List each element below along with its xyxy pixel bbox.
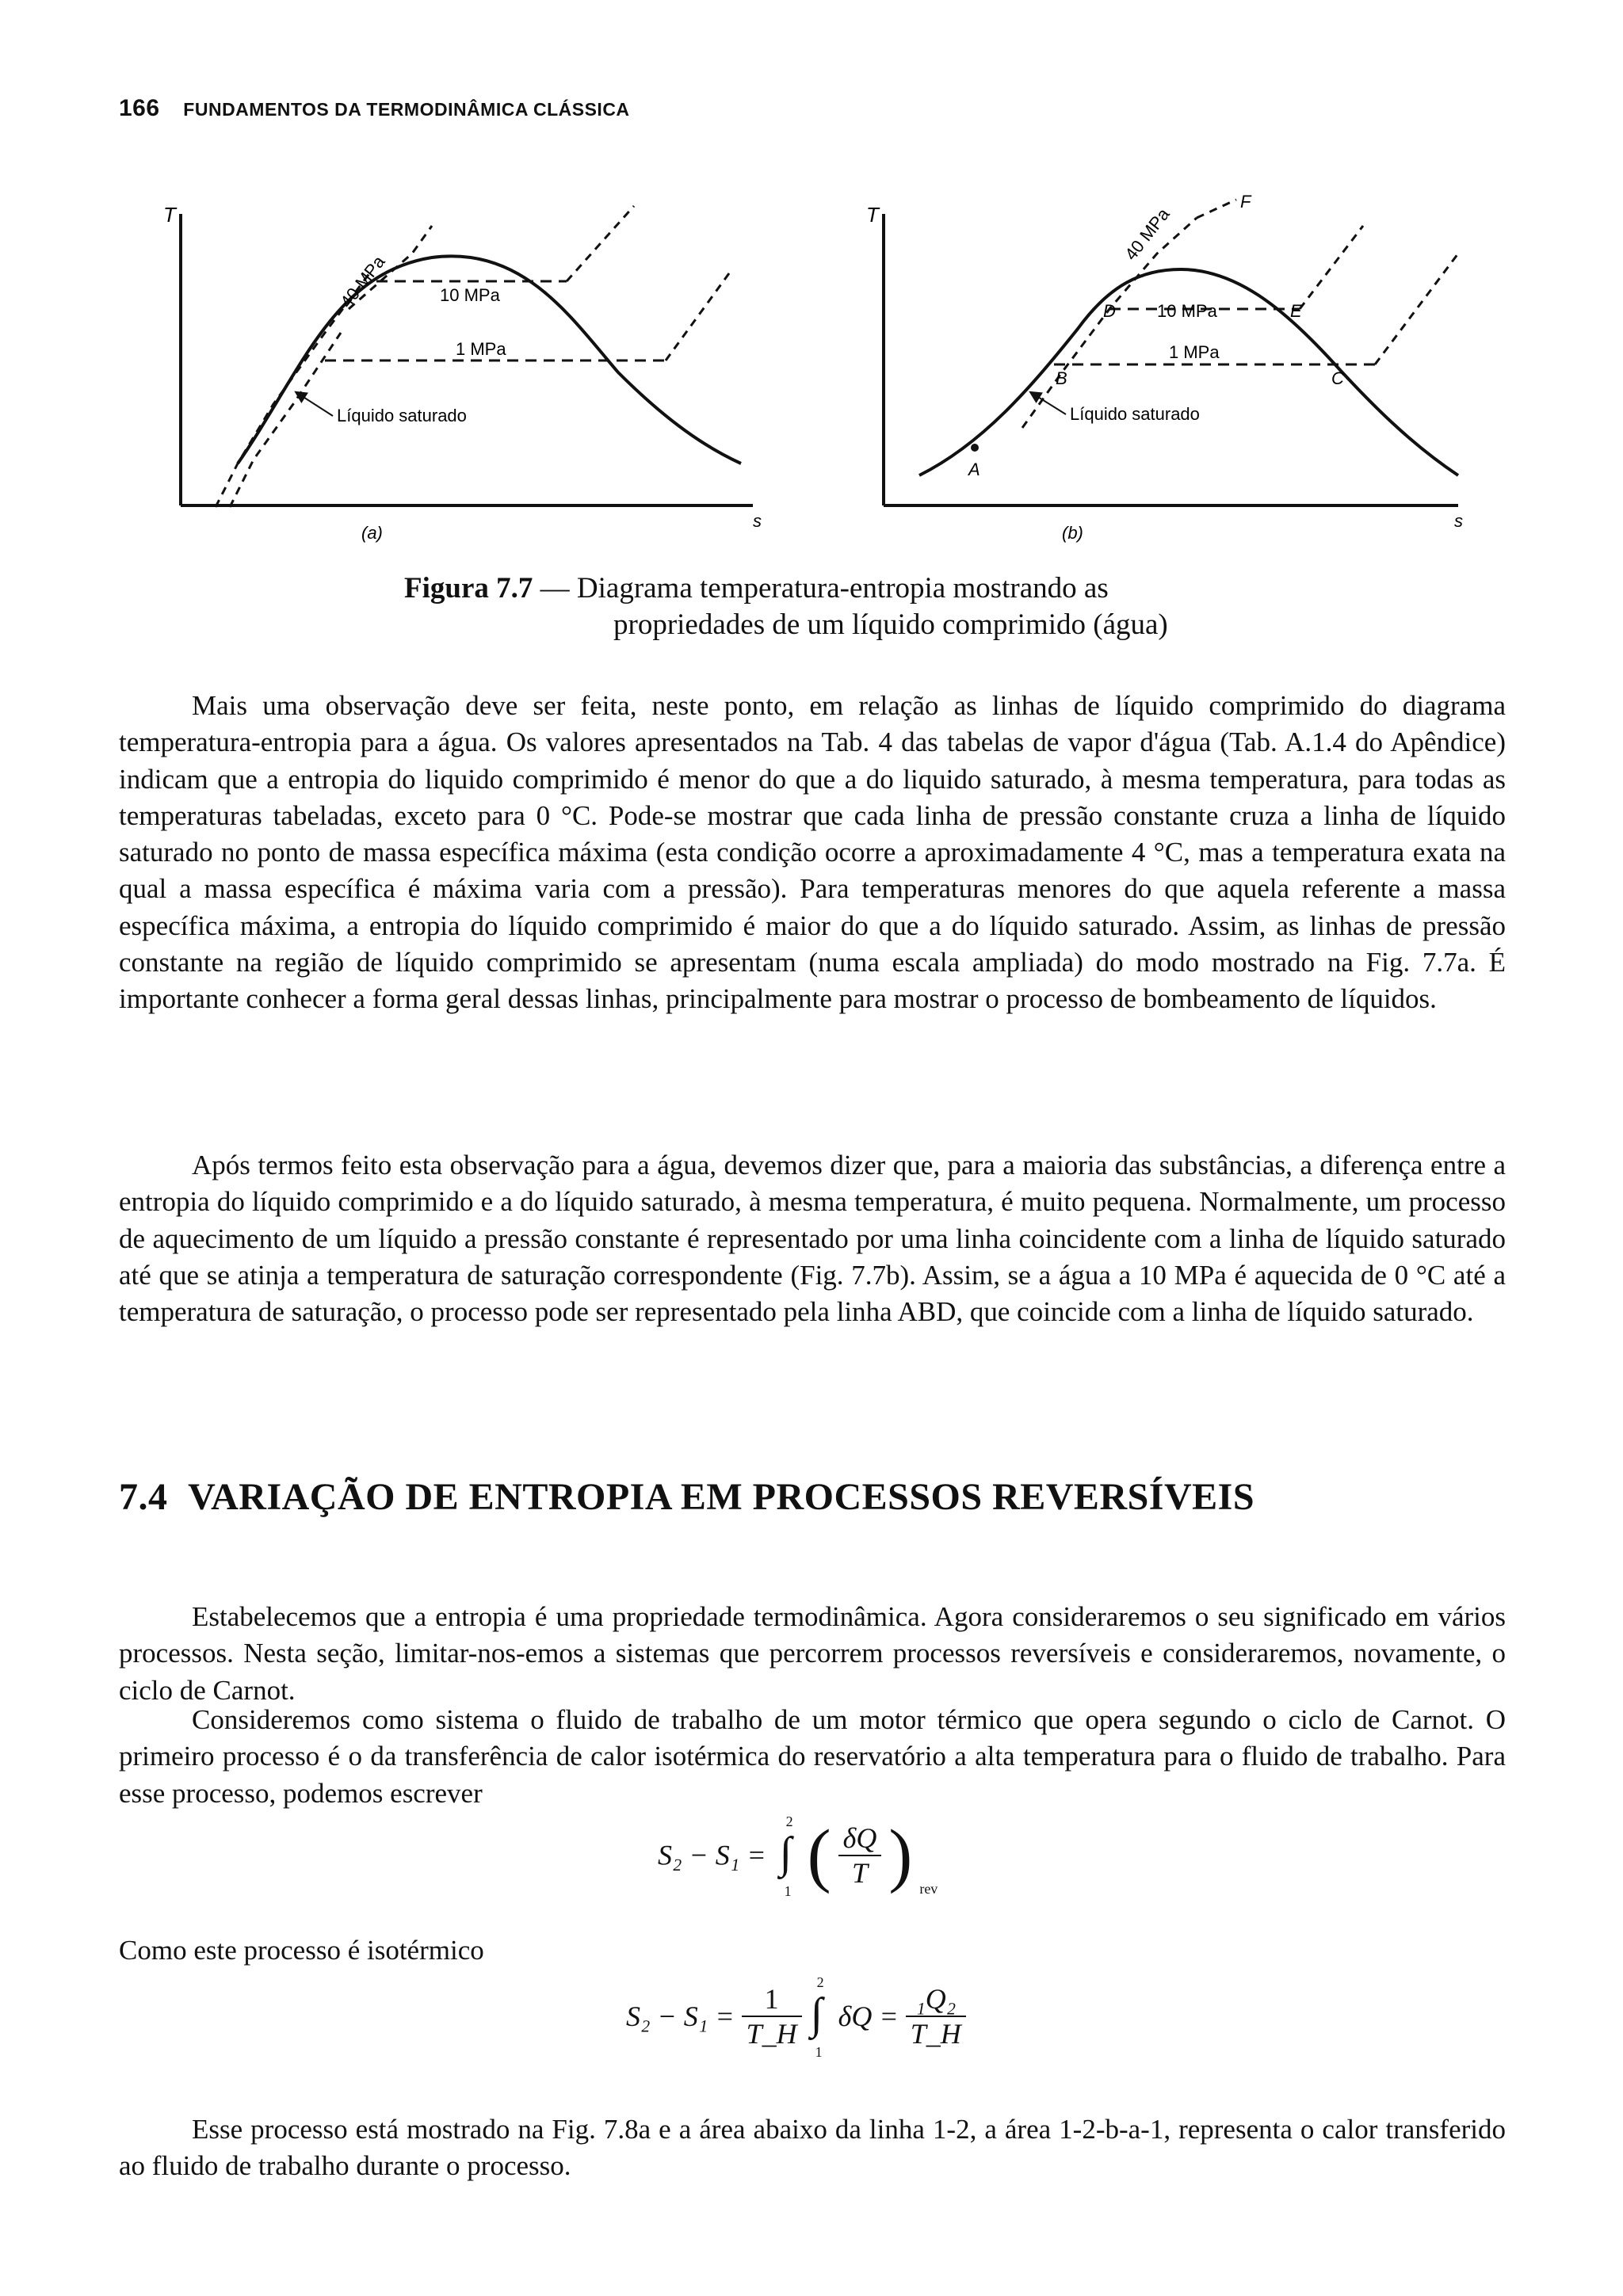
paragraph-5 xyxy=(119,2111,1506,2185)
eq2-f1-numerator: 1 xyxy=(742,1982,802,2017)
equation-1: S₂ − S₁ = 2 ∫ 1 ( $\frac{\delta Q}{T}$ ) $_{rev}$ xyxy=(658,1813,938,1899)
superheated-line-2-a xyxy=(666,273,729,360)
saturation-dome-b xyxy=(919,269,1458,475)
label-point-f: F xyxy=(1240,192,1251,212)
eq2-lhs: S₂ − S₁ = xyxy=(626,2000,735,2032)
eq2-integral-sign: ∫ xyxy=(810,1989,823,2039)
eq2-f2-denominator: T_H xyxy=(910,2018,961,2050)
superheated-line-1-b xyxy=(1300,226,1363,309)
paragraph-1 xyxy=(119,688,1506,1018)
eq1-fraction xyxy=(838,1821,882,1890)
eq2-fraction-2 xyxy=(906,1982,966,2050)
superheated-line-f-b xyxy=(1197,200,1236,218)
compressed-liquid-line-2-a xyxy=(230,333,341,507)
superheated-line-2-b xyxy=(1375,254,1458,364)
paragraph-4-text: Consideremos como sistema o fluido de trabalho de um motor térmico que opera segundo o ciclo de Carnot. O primeiro processo é o da transferência de calor isotérmica do reservatório a alta temperatura para o fluido de trabalho. Para esse processo, podemos escrever xyxy=(119,1704,1506,1809)
label-sat-liquid-b: Líquido saturado xyxy=(1070,404,1200,424)
paragraph-4 xyxy=(119,1702,1506,1812)
label-point-a: A xyxy=(968,460,980,479)
paragraph-1-text: Mais uma observação deve ser feita, neste ponto, em relação as linhas de líquido comprimido do diagrama temperatura-entropia para a água. Os valores apresentados na Tab. 4 das tabelas de vapor d'água (Tab. A.1.4 do Apêndice) indicam que a entropia do liquido comprimido é menor do que a do liquido saturado, à mesma temperatura, para todas as temperaturas tabeladas, exceto para 0 °C. Pode-se mostrar que cada linha de pressão constante cruza a linha de líquido saturado no ponto de massa específica máxima (esta condição ocorre a aproximadamente 4 °C, mas a temperatura exata na qual a massa específica é máxima varia com a pressão). Para temperaturas menores do que aquela referente a massa específica máxima, a entropia do líquido comprimido é maior do que a do líquido saturado. Assim, as linhas de pressão constante na região de líquido comprimido se apresentam (numa escala ampliada) do modo mostrado na Fig. 7.7a. É importante conhecer a forma geral dessas linhas, principalmente para mostrar o processo de bombeamento de líquidos. xyxy=(119,690,1506,1015)
eq2-f1-denominator: T_H xyxy=(746,2018,797,2050)
eq1-denominator: T xyxy=(851,1856,868,1889)
isothermal-text: Como este processo é isotérmico xyxy=(119,1935,484,1966)
section-number: 7.4 xyxy=(119,1476,168,1518)
eq1-lhs: S₂ − S₁ = xyxy=(658,1839,766,1871)
eq2-integral xyxy=(809,1974,831,2060)
label-40mpa-a: 40 MPa xyxy=(336,251,389,312)
label-1mpa-a: 1 MPa xyxy=(456,339,506,359)
sat-liquid-pointer-a xyxy=(300,395,333,416)
panel-b xyxy=(866,192,1463,543)
eq2-middle: δQ = xyxy=(838,2000,899,2032)
eq2-upper: 2 xyxy=(816,1974,824,1990)
s-axis-label-b: s xyxy=(1454,511,1463,531)
section-heading xyxy=(119,1475,1506,1519)
label-40mpa-b: 40 MPa xyxy=(1121,204,1174,265)
paragraph-2 xyxy=(119,1147,1506,1330)
t-axis-label-a: T xyxy=(163,203,176,227)
caption-line-1: — Diagrama temperatura-entropia mostrando as xyxy=(540,572,1109,605)
eq1-upper: 2 xyxy=(785,1813,793,1829)
paragraph-5-text: Esse processo está mostrado na Fig. 7.8a e a área abaixo da linha 1-2, a área 1-2-b-a-1, representa o calor transferido ao fluido de trabalho durante o processo. xyxy=(119,2114,1506,2182)
figure-caption xyxy=(404,570,1355,643)
s-axis-label-a: s xyxy=(753,511,762,531)
page-number: 166 xyxy=(119,95,160,121)
eq1-integral xyxy=(778,1813,800,1899)
panel-a xyxy=(163,203,762,543)
eq1-lower: 1 xyxy=(784,1882,792,1899)
isobar-40mpa-b xyxy=(1022,218,1197,428)
label-sat-liquid-a: Líquido saturado xyxy=(337,406,467,425)
running-title: FUNDAMENTOS DA TERMODINÂMICA CLÁSSICA xyxy=(183,99,630,120)
point-a-marker xyxy=(971,444,979,452)
caption-label: Figura 7.7 xyxy=(404,572,533,605)
label-point-b: B xyxy=(1056,368,1067,388)
equation-2 xyxy=(626,1974,966,2060)
panel-label-a: (a) xyxy=(361,523,383,543)
eq2-lower: 1 xyxy=(815,2044,823,2060)
panel-label-b: (b) xyxy=(1062,523,1083,543)
section-title: VARIAÇÃO DE ENTROPIA EM PROCESSOS REVERSÍVEIS xyxy=(188,1476,1255,1518)
t-axis-label-b: T xyxy=(866,203,879,227)
eq1-numerator: δQ xyxy=(838,1821,882,1856)
eq1-subscript: rev xyxy=(919,1880,938,1897)
label-1mpa-b: 1 MPa xyxy=(1169,342,1220,362)
label-point-e: E xyxy=(1290,301,1302,321)
caption-line-2: propriedades de um líquido comprimido (água) xyxy=(613,608,1168,641)
label-point-d: D xyxy=(1103,301,1116,321)
label-10mpa-b: 10 MPa xyxy=(1157,301,1217,321)
label-10mpa-a: 10 MPa xyxy=(440,285,500,305)
paragraph-2-text: Após termos feito esta observação para a água, devemos dizer que, para a maioria das substâncias, a diferença entre a entropia do líquido comprimido e a do líquido saturado, à mesma temperatura, é muito pequena. Normalmente, um processo de aquecimento de um líquido a pressão constante é representado por uma linha coincidente com a linha de líquido saturado até que se atinja a temperatura de saturação correspondente (Fig. 7.7b). Assim, se a água a 10 MPa é aquecida de 0 °C até a temperatura de saturação, o processo pode ser representado pela linha ABD, que coincide com a linha de líquido saturado. xyxy=(119,1150,1506,1328)
paragraph-3 xyxy=(119,1599,1506,1709)
eq1-integral-sign: ∫ xyxy=(779,1828,792,1878)
running-head xyxy=(119,95,630,122)
paragraph-3-text: Estabelecemos que a entropia é uma propriedade termodinâmica. Agora consideraremos o seu significado em vários processos. Nesta seção, limitar-nos-emos a sistemas que percorrem processos reversíveis e consideraremos, novamente, o ciclo de Carnot. xyxy=(119,1601,1506,1706)
superheated-line-1-a xyxy=(567,206,634,281)
eq2-fraction-1 xyxy=(742,1982,802,2050)
eq2-f2-numerator: ₁Q₂ xyxy=(906,1982,966,2017)
figure-7-7 xyxy=(0,190,1623,563)
label-point-c: C xyxy=(1331,368,1344,388)
